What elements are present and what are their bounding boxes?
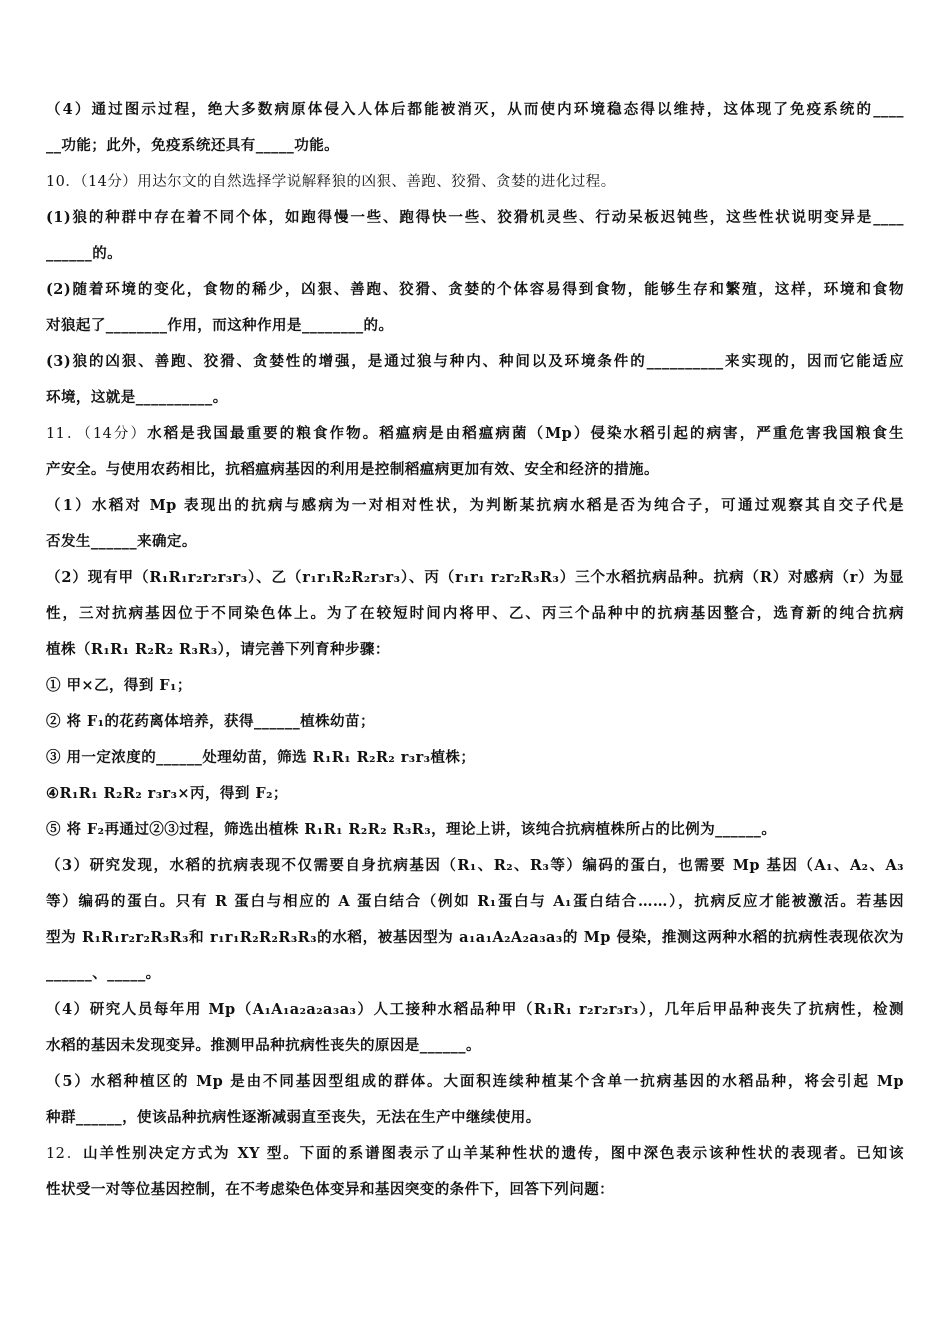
text-line-l2 <box>46 128 904 164</box>
text-line-l19 <box>46 740 904 776</box>
text-line-l23 <box>46 884 904 920</box>
line-text: 型为 R₁R₁r₂r₂R₃R₃和 r₁r₁R₂R₂R₃R₃的水稻，被基因型为 a₁a₁A₂A₂a₃a₃的 Mp 侵染，推测这两种水稻的抗病性表现依次为 <box>46 929 904 946</box>
line-text: ______的。 <box>46 245 123 262</box>
line-text: 环境，这就是__________。 <box>46 389 228 406</box>
line-text: 产安全。与使用农药相比，抗稻瘟病基因的利用是控制稻瘟病更加有效、安全和经济的措施。 <box>46 461 659 478</box>
question-number: 12． <box>46 1146 84 1162</box>
text-line-l1 <box>46 92 904 128</box>
line-text: 否发生______来确定。 <box>46 533 197 550</box>
line-text: ______、_____。 <box>46 965 161 982</box>
line-text: __功能；此外，免疫系统还具有_____功能。 <box>46 137 340 154</box>
line-text: ④R₁R₁ R₂R₂ r₃r₃×丙，得到 F₂； <box>46 785 288 802</box>
text-body <box>46 92 904 1208</box>
text-line-l22 <box>46 848 904 884</box>
line-text: 性状受一对等位基因控制，在不考虑染色体变异和基因突变的条件下，回答下列问题： <box>46 1181 615 1198</box>
text-line-l10 <box>46 416 904 452</box>
line-text: 对狼起了________作用，而这种作用是________的。 <box>46 317 394 334</box>
line-text: （1）水稻对 Mp 表现出的抗病与感病为一对相对性状，为判断某抗病水稻是否为纯合子，可通过观察其自交子代是 <box>46 497 904 514</box>
text-line-l4 <box>46 200 904 236</box>
line-text: 性，三对抗病基因位于不同染色体上。为了在较短时间内将甲、乙、丙三个品种中的抗病基因整合，选育新的纯合抗病 <box>46 605 904 622</box>
line-text: (1)狼的种群中存在着不同个体，如跑得慢一些、跑得快一些、狡猾机灵些、行动呆板迟钝些，这些性状说明变异是____ <box>46 209 904 226</box>
text-line-l26 <box>46 992 904 1028</box>
line-text: （4）通过图示过程，绝大多数病原体侵入人体后都能被消灭，从而使内环境稳态得以维持，这体现了免疫系统的____ <box>46 101 904 118</box>
line-text: 水稻的基因未发现变异。推测甲品种抗病性丧失的原因是______。 <box>46 1037 481 1054</box>
text-line-l12 <box>46 488 904 524</box>
text-line-l18 <box>46 704 904 740</box>
line-text: ③ 用一定浓度的______处理幼苗，筛选 R₁R₁ R₂R₂ r₃r₃植株； <box>46 749 476 766</box>
line-text: 水稻是我国最重要的粮食作物。稻瘟病是由稻瘟病菌（Mp）侵染水稻引起的病害，严重危害我国粮食生 <box>147 425 904 442</box>
line-text: （2）现有甲（R₁R₁r₂r₂r₃r₃）、乙（r₁r₁R₂R₂r₃r₃）、丙（r₁r₁ r₂r₂R₃R₃）三个水稻抗病品种。抗病（R）对感病（r）为显 <box>46 569 904 586</box>
text-line-l25 <box>46 956 904 992</box>
line-text: （5）水稻种植区的 Mp 是由不同基因型组成的群体。大面积连续种植某个含单一抗病基因的水稻品种，将会引起 Mp <box>46 1073 904 1090</box>
text-line-l14 <box>46 560 904 596</box>
text-line-l8 <box>46 344 904 380</box>
text-line-l6 <box>46 272 904 308</box>
text-line-l21 <box>46 812 904 848</box>
line-text: （4）研究人员每年用 Mp（A₁A₁a₂a₂a₃a₃）人工接种水稻品种甲（R₁R₁ r₂r₂r₃r₃），几年后甲品种丧失了抗病性，检测 <box>46 1001 904 1018</box>
line-text: (2)随着环境的变化，食物的稀少，凶狠、善跑、狡猾、贪婪的个体容易得到食物，能够生存和繁殖，这样，环境和食物 <box>46 281 904 298</box>
text-line-l5 <box>46 236 904 272</box>
question-number: 11．（14分） <box>46 426 148 442</box>
text-line-l30 <box>46 1136 904 1172</box>
text-line-l20 <box>46 776 904 812</box>
text-line-l9 <box>46 380 904 416</box>
text-line-l29 <box>46 1100 904 1136</box>
text-line-l16 <box>46 632 904 668</box>
line-text: 山羊性别决定方式为 XY 型。下面的系谱图表示了山羊某种性状的遗传，图中深色表示该种性状的表现者。已知该 <box>83 1145 904 1162</box>
text-line-l7 <box>46 308 904 344</box>
line-text: 植株（R₁R₁ R₂R₂ R₃R₃），请完善下列育种步骤： <box>46 641 390 658</box>
text-line-l31 <box>46 1172 904 1208</box>
line-text: 10．（14分）用达尔文的自然选择学说解释狼的凶狠、善跑、狡猾、贪婪的进化过程。 <box>46 174 616 190</box>
line-text: 等）编码的蛋白。只有 R 蛋白与相应的 A 蛋白结合（例如 R₁蛋白与 A₁蛋白结合……），抗病反应才能被激活。若基因 <box>46 893 904 910</box>
text-line-l17 <box>46 668 904 704</box>
line-text: （3）研究发现，水稻的抗病表现不仅需要自身抗病基因（R₁、R₂、R₃等）编码的蛋白，也需要 Mp 基因（A₁、A₂、A₃ <box>46 857 904 874</box>
line-text: 种群______，使该品种抗病性逐渐减弱直至丧失，无法在生产中继续使用。 <box>46 1109 541 1126</box>
text-line-l27 <box>46 1028 904 1064</box>
line-text: (3)狼的凶狠、善跑、狡猾、贪婪性的增强，是通过狼与种内、种间以及环境条件的__________来实现的，因而它能适应 <box>46 353 904 370</box>
text-line-l24 <box>46 920 904 956</box>
text-line-l15 <box>46 596 904 632</box>
text-line-l13 <box>46 524 904 560</box>
line-text: ② 将 F₁的花药离体培养，获得______植株幼苗； <box>46 713 375 730</box>
text-line-l3 <box>46 164 904 200</box>
text-line-l11 <box>46 452 904 488</box>
line-text: ① 甲×乙，得到 F₁； <box>46 677 192 694</box>
line-text: ⑤ 将 F₂再通过②③过程，筛选出植株 R₁R₁ R₂R₂ R₃R₃，理论上讲，该纯合抗病植株所占的比例为______。 <box>46 821 777 838</box>
text-line-l28 <box>46 1064 904 1100</box>
